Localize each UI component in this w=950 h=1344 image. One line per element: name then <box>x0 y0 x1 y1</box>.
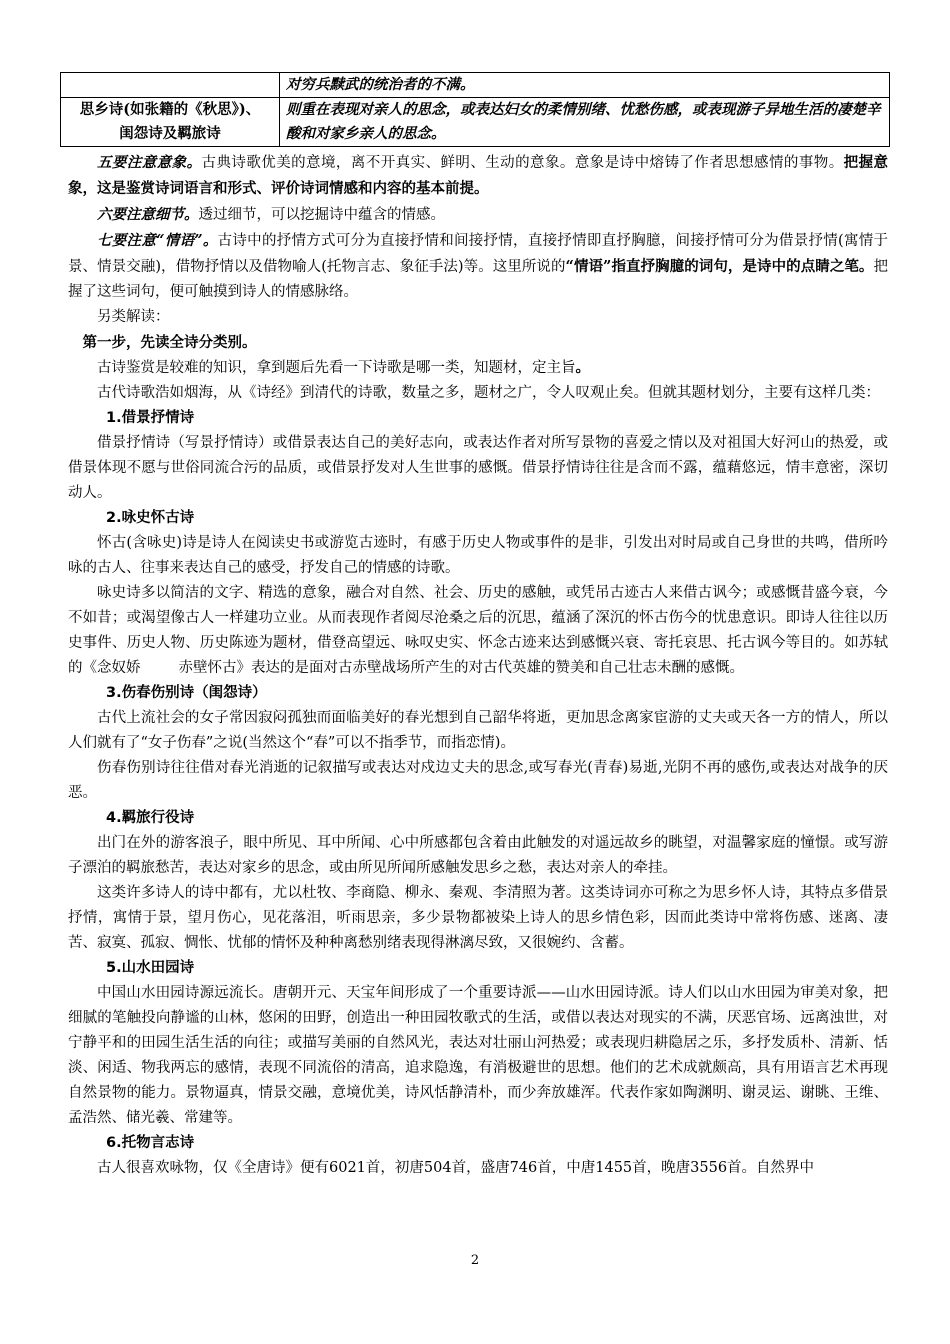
paragraph-text: 透过细节，可以挖掘诗中蕴含的情感。 <box>198 207 445 223</box>
table-row <box>61 98 890 147</box>
paragraph-text: 古典诗歌优美的意境，离不开真实、鲜明、生动的意象。意象是诗中熔铸了作者思想感情的事物。 <box>201 155 844 171</box>
paragraph-c1: 借景抒情诗（写景抒情诗）或借景表达自己的美好志向，或表达作者对所写景物的喜爱之情以及对祖国大好河山的热爱，或借景体现不愿与世俗同流合污的品质，或借景抒发对人生世事的感慨。借景抒情诗往往是含而不露，蕴藉悠远，情丰意密，深切动人。 <box>68 435 888 501</box>
table-cell-text: 则重在表现对亲人的思念，或表达妇女的柔情别绪、忧愁伤感，或表现游子异地生活的凄楚辛酸和对家乡亲人的思念。 <box>280 98 890 147</box>
category-heading-6: 6.托物言志诗 <box>106 1135 195 1151</box>
alt-label: 另类解读： <box>97 309 170 325</box>
category-heading-2: 2.咏史怀古诗 <box>106 510 195 526</box>
paragraph-c2-2 <box>68 581 888 681</box>
step-one-heading: 第一步，先读全诗分类别。 <box>82 334 257 351</box>
table-cell-label <box>61 73 280 98</box>
section-head: 五要注意意象。 <box>97 154 202 171</box>
page-number: 2 <box>470 1253 480 1268</box>
label-line-2: 闺怨诗及羁旅诗 <box>119 125 221 142</box>
paragraph-intro-1 <box>68 355 888 381</box>
paragraph-c6: 古人很喜欢咏物，仅《全唐诗》便有6021首，初唐504首，盛唐746首，中唐1455首，晚唐3556首。自然界中 <box>97 1160 815 1176</box>
paragraph-text: 把握了这些词句，便可触摸到诗人的情感脉络。 <box>68 259 888 300</box>
paragraph-c3-2: 伤春伤别诗往往借对春光消逝的记叙描写或表达对戍边丈夫的思念,或写春光(青春)易逝,光阴不再的感伤,或表达对战争的厌恶。 <box>68 760 888 801</box>
paragraph-s7 <box>68 228 888 305</box>
paragraph-text: 咏史诗多以简洁的文字、精选的意象，融合对自然、社会、历史的感触，或凭吊古迹古人来借古讽今；或感慨昔盛今衰，今不如昔；或渴望像古人一样建功立业。从而表现作者阅尽沧桑之后的沉思，蕴涵了深沉的怀古伤今的忧患意识。即诗人往往以历史事件、历史人物、历史陈迹为题材，借登高望远、咏叹史实、怀念古迹来达到感慨兴衰、寄托哀思、托古讽今等目的。如苏轼的《念奴娇 <box>68 585 888 676</box>
paragraph-bold-text: 把握意象，这是鉴赏诗词语言和形式、评价诗词情感和内容的基本前提。 <box>68 154 889 197</box>
category-heading-5: 5.山水田园诗 <box>106 960 195 976</box>
paragraph-text: 古诗中的抒情方式可分为直接抒情和间接抒情，直接抒情即直抒胸臆，间接抒情可分为借景抒情(寓情于景、情景交融)，借物抒情以及借物喻人(托物言志、象征手法)等。这里所说的 <box>68 233 888 275</box>
paragraph-c5: 中国山水田园诗源远流长。唐朝开元、天宝年间形成了一个重要诗派——山水田园诗派。诗人们以山水田园为审美对象，把细腻的笔触投向静谧的山林，悠闲的田野，创造出一种田园牧歌式的生活，或借以表达对现实的不满，厌恶官场、远离浊世，对宁静平和的田园生活生活的向往；或描写美丽的自然风光，表达对壮丽山河热爱；或表现归耕隐居之乐，多抒发质朴、清新、恬淡、闲适、物我两忘的感情，表现不同流俗的清高，追求隐逸，有消极避世的思想。他们的艺术成就颇高，具有用语言艺术再现自然景物的能力。景物逼真，情景交融，意境优美，诗风恬静清朴，而少奔放雄浑。代表作家如陶渊明、谢灵运、谢眺、王维、孟浩然、储光羲、常建等。 <box>68 985 888 1126</box>
paragraph-s5 <box>68 150 888 202</box>
main-content <box>68 150 888 1181</box>
category-heading-4: 4.羁旅行役诗 <box>106 810 195 826</box>
table-cell-label <box>61 98 280 147</box>
paragraph-text: 赤壁怀古》表达的是面对古赤壁战场所产生的对古代英雄的赞美和自己壮志未酬的感慨。 <box>178 660 744 676</box>
paragraph-s6 <box>68 202 888 228</box>
category-heading-3: 3.伤春伤别诗（闺怨诗） <box>106 685 267 701</box>
table-cell-text: 对穷兵黩武的统治者的不满。 <box>280 73 890 98</box>
paragraph-c4-2: 这类许多诗人的诗中都有，尤以杜牧、李商隐、柳永、秦观、李清照为著。这类诗词亦可称之为思乡怀人诗，其特点多借景抒情，寓情于景，望月伤心，见花落泪，听雨思亲，多少景物都被染上诗人的思乡情色彩，因而此类诗中常将伤感、迷离、凄苦、寂寞、孤寂、惆怅、忧郁的情怀及种种离愁别绪表现得淋漓尽致，又很婉约、含蓄。 <box>68 885 888 951</box>
label-line-1: 思乡诗(如张籍的《秋思》)、 <box>79 101 261 118</box>
paragraph-bold-text: “情语”指直抒胸臆的词句，是诗中的点睛之笔。 <box>565 258 874 275</box>
paragraph-bold-text: 。 <box>575 359 590 376</box>
paragraph-c3-1: 古代上流社会的女子常因寂闷孤独而面临美好的春光想到自己韶华将逝，更加思念离家宦游的丈夫或天各一方的情人，所以人们就有了“女子伤春”之说(当然这个“春”可以不指季节，而指恋情)。 <box>68 710 888 751</box>
poetry-type-table <box>60 72 890 147</box>
category-heading-1: 1.借景抒情诗 <box>106 410 195 426</box>
paragraph-intro-2: 古代诗歌浩如烟海，从《诗经》到清代的诗歌，数量之多，题材之广，令人叹观止矣。但就其题材划分，主要有这样几类： <box>97 385 880 401</box>
paragraph-text: 古诗鉴赏是较难的知识，拿到题后先看一下诗歌是哪一类，知题材，定主旨 <box>97 360 576 376</box>
section-head: 六要注意细节。 <box>97 206 199 223</box>
paragraph-c4-1: 出门在外的游客浪子，眼中所见、耳中所闻、心中所感都包含着由此触发的对遥远故乡的眺望，对温馨家庭的憧憬。或写游子漂泊的羁旅愁苦，表达对家乡的思念，或由所见所闻所感触发思乡之愁，表达对亲人的牵挂。 <box>68 835 888 876</box>
paragraph-c2-1: 怀古(含咏史)诗是诗人在阅读史书或游览古迹时，有感于历史人物或事件的是非，引发出对时局或自己身世的共鸣，借所吟咏的古人、往事来表达自己的感受，抒发自己的情感的诗歌。 <box>68 535 888 576</box>
section-head: 七要注意“情语”。 <box>97 232 218 249</box>
table-row <box>61 73 890 98</box>
